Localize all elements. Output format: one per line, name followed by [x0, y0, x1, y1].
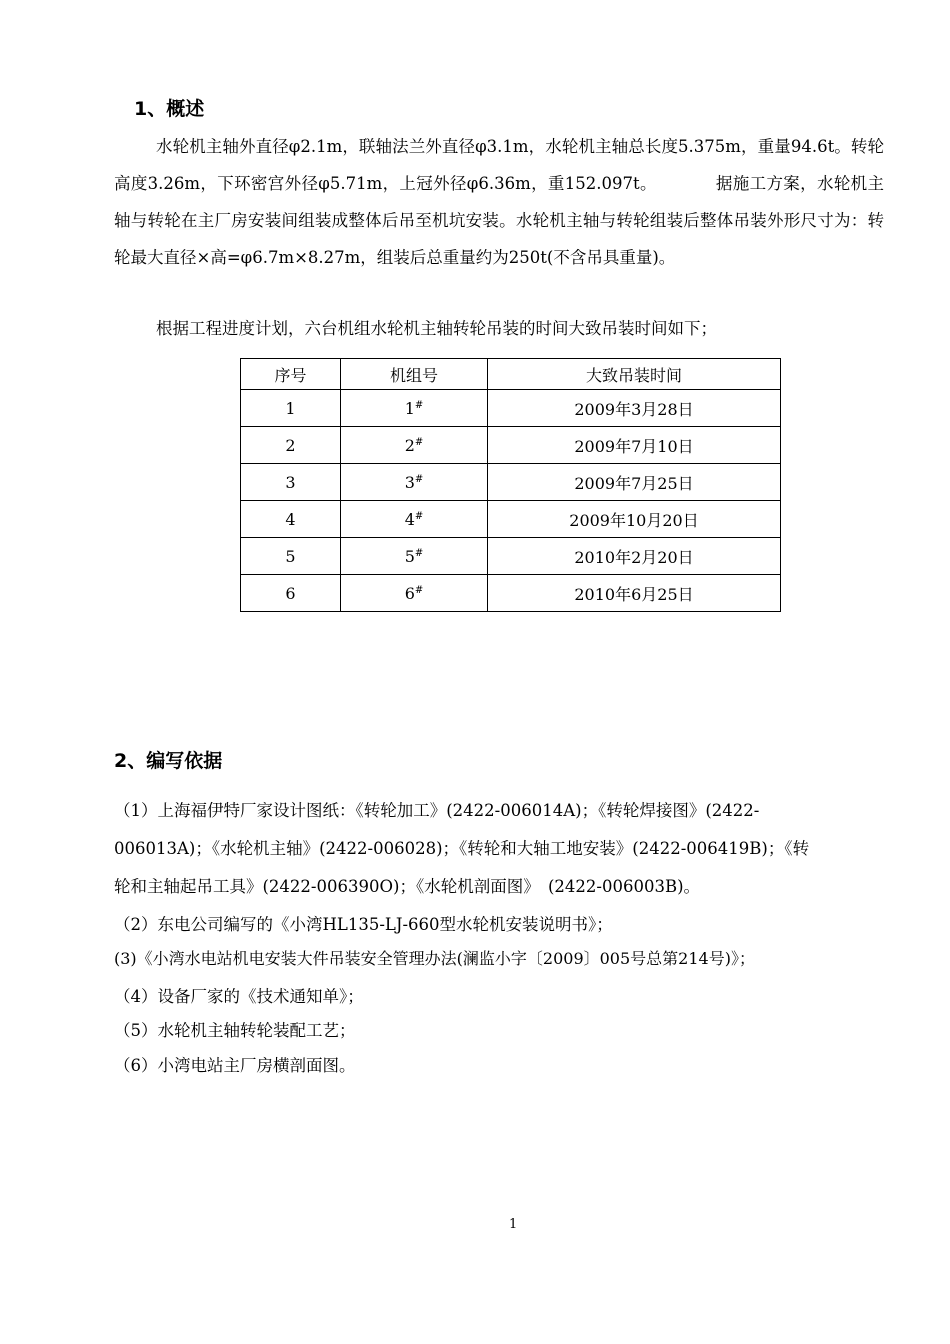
section-1-heading: 1、概述	[134, 98, 205, 120]
cell-no: 2	[241, 427, 341, 464]
cell-unit: 5#	[341, 538, 488, 575]
cell-unit: 6#	[341, 575, 488, 612]
basis-line: （4）设备厂家的《技术通知单》；	[114, 987, 364, 1006]
basis-line: （5）水轮机主轴转轮装配工艺；	[114, 1021, 356, 1040]
cell-unit: 1#	[341, 390, 488, 427]
schedule-intro: 根据工程进度计划，六台机组水轮机主轴转轮吊装的时间大致吊装时间如下；	[156, 319, 717, 338]
cell-no: 6	[241, 575, 341, 612]
cell-no: 4	[241, 501, 341, 538]
basis-line: （1）上海福伊特厂家设计图纸：《转轮加工》(2422-006014A)；《转轮焊接图》(2422-	[114, 801, 760, 820]
header-unit: 机组号	[341, 359, 488, 390]
cell-date: 2009年7月10日	[488, 427, 781, 464]
table-row	[241, 575, 781, 612]
cell-no: 5	[241, 538, 341, 575]
basis-line: 轮和主轴起吊工具》(2422-006390O)；《水轮机剖面图》 (2422-006003B)。	[114, 877, 701, 896]
table-row	[241, 538, 781, 575]
cell-unit: 4#	[341, 501, 488, 538]
cell-no: 3	[241, 464, 341, 501]
basis-line: (3)《小湾水电站机电安装大件吊装安全管理办法(澜监小字〔2009〕005号总第214号)》；	[114, 949, 755, 968]
section-2-heading: 2、编写依据	[114, 750, 223, 772]
cell-unit: 3#	[341, 464, 488, 501]
cell-no: 1	[241, 390, 341, 427]
table-row	[241, 464, 781, 501]
basis-line: （6）小湾电站主厂房横剖面图。	[114, 1056, 356, 1075]
overview-paragraph: 水轮机主轴外直径φ2.1m，联轴法兰外直径φ3.1m，水轮机主轴总长度5.375m，重量94.6t。转轮高度3.26m，下环密宫外径φ5.71m，上冠外径φ6.36m，重152.097t。 据施工方案，水轮机主轴与转轮在主厂房安装间组装成整体后吊至机坑安装。水轮机主轴与转轮组装后整体吊装外形尺寸为：转轮最大直径×高=φ6.7m×8.27m，组装后总重量约为250t(不含吊具重量)。	[114, 137, 884, 267]
cell-date: 2009年10月20日	[488, 501, 781, 538]
table-row	[241, 390, 781, 427]
header-time: 大致吊装时间	[488, 359, 781, 390]
table-header-row	[241, 359, 781, 390]
header-no: 序号	[241, 359, 341, 390]
table-row	[241, 427, 781, 464]
basis-line: 006013A)；《水轮机主轴》(2422-006028)；《转轮和大轴工地安装》(2422-006419B)；《转	[114, 839, 810, 858]
table-row	[241, 501, 781, 538]
hoisting-schedule-table	[240, 358, 781, 612]
page-number: 1	[509, 1217, 518, 1232]
cell-date: 2009年7月25日	[488, 464, 781, 501]
basis-line: （2）东电公司编写的《小湾HL135-LJ-660型水轮机安装说明书》；	[114, 915, 613, 934]
cell-date: 2009年3月28日	[488, 390, 781, 427]
cell-unit: 2#	[341, 427, 488, 464]
cell-date: 2010年6月25日	[488, 575, 781, 612]
cell-date: 2010年2月20日	[488, 538, 781, 575]
